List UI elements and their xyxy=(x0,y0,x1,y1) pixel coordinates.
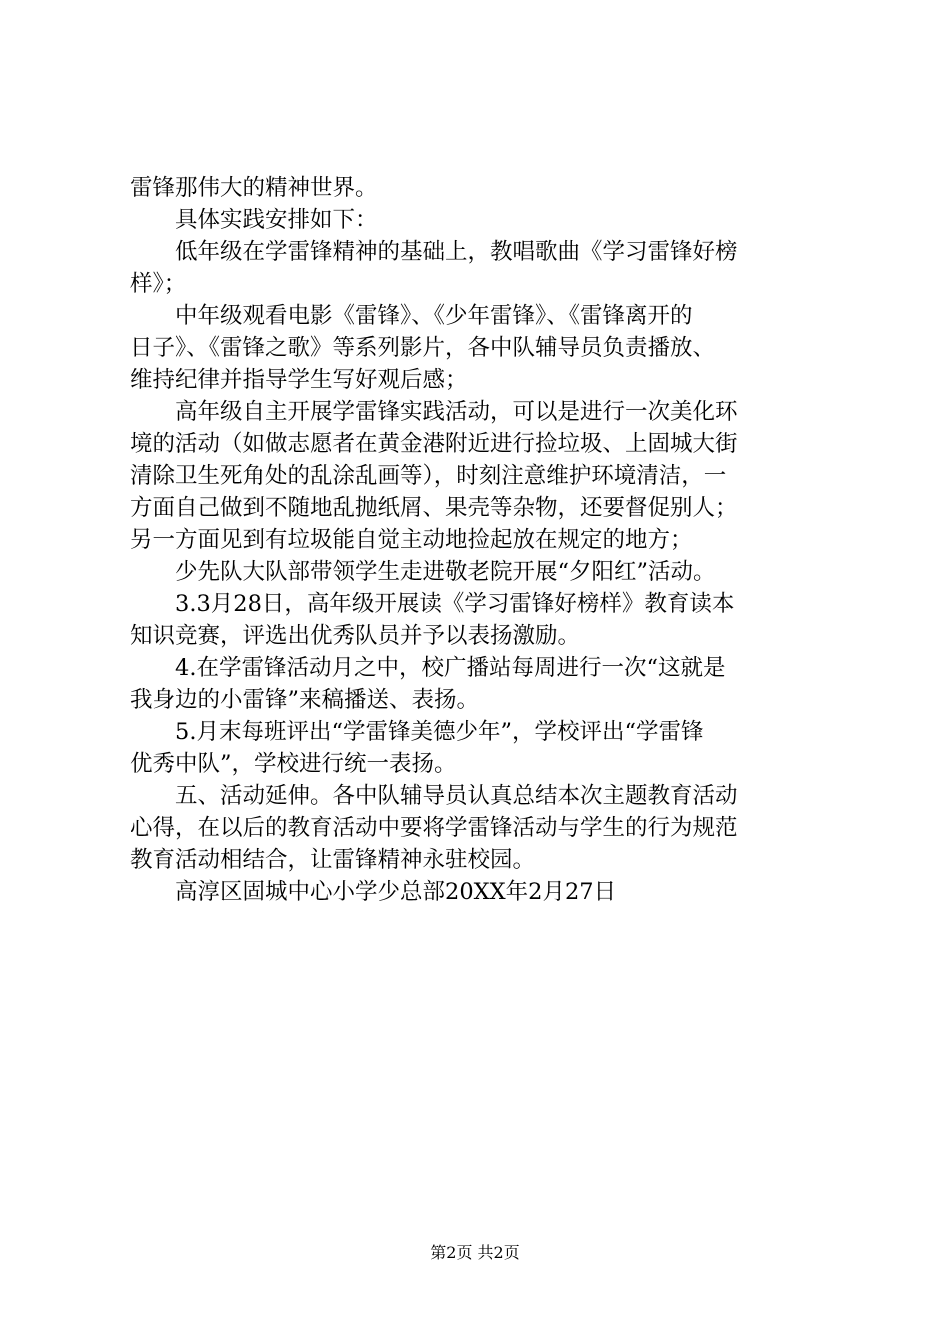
text-line: 少先队大队部带领学生走进敬老院开展“夕阳红”活动。 xyxy=(130,559,716,585)
document-body xyxy=(130,172,830,908)
signature-date-line: 高淳区固城中心小学少总部20XX年2月27日 xyxy=(130,879,617,905)
text-line: 我身边的小雷锋”来稿播送、表扬。 xyxy=(130,687,480,713)
text-line: 高年级自主开展学雷锋实践活动，可以是进行一次美化环 xyxy=(130,399,738,425)
text-line: 3.3月28日，高年级开展读《学习雷锋好榜样》教育读本 xyxy=(130,591,735,617)
text-line: 雷锋那伟大的精神世界。 xyxy=(130,175,378,201)
text-line: 维持纪律并指导学生写好观后感； xyxy=(130,367,468,393)
text-line: 日子》、《雷锋之歌》等系列影片，各中队辅导员负责播放、 xyxy=(130,335,716,361)
text-line: 具体实践安排如下： xyxy=(130,207,378,233)
text-line: 5.月末每班评出“学雷锋美德少年”，学校评出“学雷锋 xyxy=(130,719,704,745)
text-line: 优秀中队”，学校进行统一表扬。 xyxy=(130,751,457,777)
text-line: 清除卫生死角处的乱涂乱画等），时刻注意维护环境清洁，一 xyxy=(130,463,727,489)
text-line: 教育活动相结合，让雷锋精神永驻校园。 xyxy=(130,847,536,873)
text-line: 方面自己做到不随地乱抛纸屑、果壳等杂物，还要督促别人； xyxy=(130,495,738,521)
text-line: 心得，在以后的教育活动中要将学雷锋活动与学生的行为规范 xyxy=(130,815,738,841)
text-line: 中年级观看电影《雷锋》、《少年雷锋》、《雷锋离开的 xyxy=(130,303,693,329)
text-line: 样》； xyxy=(130,271,187,297)
text-line: 五、活动延伸。各中队辅导员认真总结本次主题教育活动 xyxy=(130,783,738,809)
text-line: 4.在学雷锋活动月之中，校广播站每周进行一次“这就是 xyxy=(130,655,726,681)
text-line: 另一方面见到有垃圾能自觉主动地捡起放在规定的地方； xyxy=(130,527,693,553)
text-line: 境的活动（如做志愿者在黄金港附近进行捡垃圾、上固城大街 xyxy=(130,431,738,457)
text-line: 知识竞赛，评选出优秀队员并予以表扬激励。 xyxy=(130,623,581,649)
page-number-footer: 第2页 共2页 xyxy=(430,1243,520,1262)
text-line: 低年级在学雷锋精神的基础上，教唱歌曲《学习雷锋好榜 xyxy=(130,239,738,265)
